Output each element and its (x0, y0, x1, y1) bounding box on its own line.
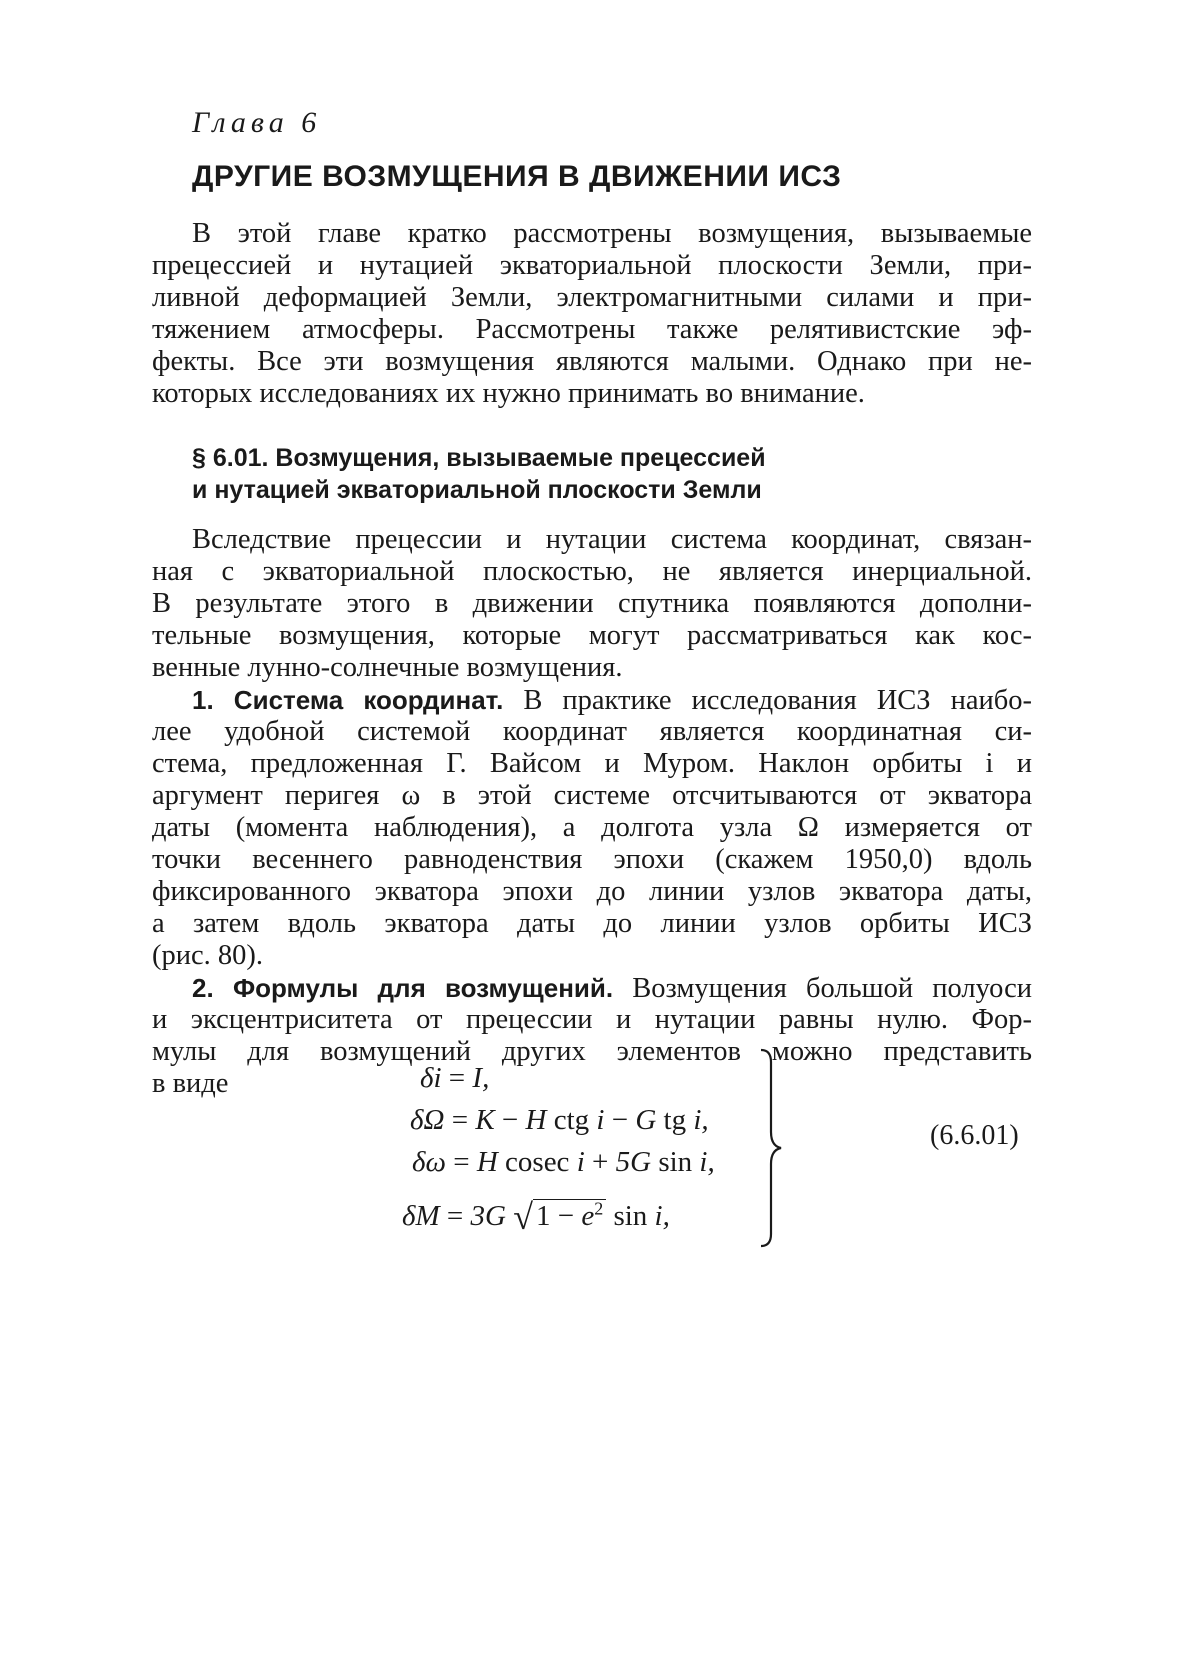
paragraph-line: точки весеннего равноденствия эпохи (скажем 1950,0) вдоль (152, 844, 1032, 875)
section-heading-line1: § 6.01. Возмущения, вызываемые прецессией (192, 444, 766, 472)
paragraph-line: венные лунно-солнечные возмущения. (152, 652, 623, 683)
formula-delta-i: δi = I, (420, 1062, 490, 1094)
formula-delta-m: δM = 3G √ $1 - e^2$ sin i, (402, 1197, 670, 1237)
paragraph-line: тельные возмущения, которые могут рассматриваться как кос- (152, 620, 1032, 651)
item1-first-text: В практике исследования ИСЗ наибо- (523, 685, 1033, 716)
sqrt-radical: √ (513, 1197, 533, 1237)
intro-line: фекты. Все эти возмущения являются малыми. Однако при не- (152, 346, 1032, 377)
section-heading-line2: и нутацией экваториальной плоскости Земли (192, 476, 762, 504)
right-brace (757, 1048, 787, 1248)
item1-heading: 1. Система координат. (192, 685, 504, 715)
formula-rhs: I, (472, 1062, 490, 1094)
item2-first-line (192, 972, 1032, 1005)
intro-line: ливной деформацией Земли, электромагнитными силами и при- (152, 282, 1032, 313)
paragraph-line: ная с экваториальной плоскостью, не является инерциальной. (152, 556, 1032, 587)
paragraph-line: фиксированного экватора эпохи до линии узлов экватора даты, (152, 876, 1032, 907)
paragraph-line: Вследствие прецессии и нутации система координат, связан- (192, 524, 1032, 555)
equation-number: (6.6.01) (930, 1120, 1019, 1151)
formula-delta-omega-perigee: δω = H cosec i + 5G sin i, (412, 1146, 715, 1178)
intro-line: тяжением атмосферы. Рассмотрены также релятивистские эф- (152, 314, 1032, 345)
paragraph-line: лее удобной системой координат является координатная си- (152, 716, 1032, 747)
paragraph-line: даты (момента наблюдения), а долгота узла Ω измеряется от (152, 812, 1032, 843)
intro-line: В этой главе кратко рассмотрены возмущения, вызываемые (192, 218, 1032, 249)
paragraph-line: В результате этого в движении спутника появляются дополни- (152, 588, 1032, 619)
intro-line: которых исследованиях их нужно принимать во внимание. (152, 378, 865, 409)
paragraph-line: (рис. 80). (152, 940, 264, 971)
paragraph-line: аргумент перигея ω в этой системе отсчитываются от экватора (152, 780, 1032, 811)
paragraph-line: и эксцентриситета от прецессии и нутации равны нулю. Фор- (152, 1004, 1032, 1035)
paragraph-line: в виде (152, 1068, 229, 1099)
chapter-label: Глава 6 (192, 106, 322, 139)
item1-first-line (192, 684, 1032, 717)
formula-lhs: δi (420, 1062, 442, 1094)
item2-first-text: Возмущения большой полуоси (632, 973, 1033, 1004)
paragraph-line: стема, предложенная Г. Вайсом и Муром. Наклон орбиты i и (152, 748, 1032, 779)
item2-heading: 2. Формулы для возмущений. (192, 973, 614, 1003)
formula-delta-omega-node: δΩ = K − H ctg i − G tg i, (410, 1104, 709, 1136)
paragraph-line: а затем вдоль экватора даты до линии узлов орбиты ИСЗ (152, 908, 1032, 939)
paragraph-line: мулы для возмущений других элементов можно представить (152, 1036, 1032, 1067)
intro-line: прецессией и нутацией экваториальной плоскости Земли, при- (152, 250, 1032, 281)
chapter-title: ДРУГИЕ ВОЗМУЩЕНИЯ В ДВИЖЕНИИ ИСЗ (192, 160, 842, 193)
sqrt-body: $1 - e^2$ (533, 1199, 606, 1232)
